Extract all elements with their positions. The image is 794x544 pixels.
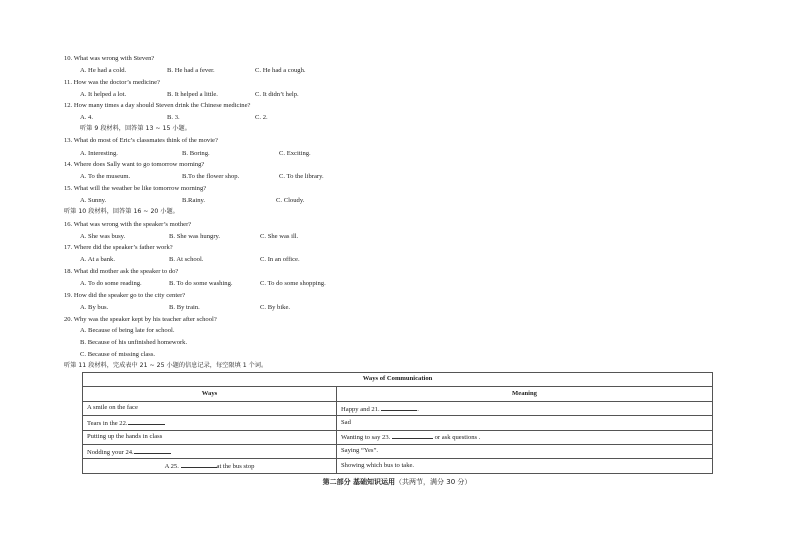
option-b: B. 3. (167, 114, 180, 121)
option-a: A. At a bank. (80, 256, 115, 263)
question-number: 12. (64, 102, 73, 109)
question-16 (64, 222, 191, 229)
section-header-10: 听第 10 段材料，回答第 16 ~ 20 小题。 (64, 208, 179, 215)
option-a: A. By bus. (80, 304, 109, 311)
option-a: A. Because of being late for school. (80, 327, 175, 334)
option-a: A. 4. (80, 114, 94, 121)
option-c: C. She was ill. (260, 233, 299, 240)
question-18 (64, 269, 178, 276)
question-text: How many times a day should Steven drink the Chinese medicine? (73, 102, 251, 109)
option-b: B. He had a fever. (167, 67, 215, 74)
way-text: Tears in the 22. (87, 420, 128, 428)
question-text: Where did the speaker’s father work? (73, 244, 173, 251)
question-number: 16. (64, 221, 73, 228)
question-number: 15. (64, 185, 73, 192)
part-two-title: 第二部分 基础知识运用 (322, 478, 396, 486)
question-text: How did the speaker go to the city center? (73, 292, 186, 299)
table-row (83, 430, 713, 444)
option-b: B. Boring. (182, 150, 210, 157)
blank-25[interactable] (181, 461, 217, 468)
question-number: 20. (64, 316, 73, 323)
ways-of-communication-table (82, 372, 713, 474)
way-cell (83, 444, 337, 458)
option-c: C. By bike. (260, 304, 291, 311)
question-20 (64, 317, 217, 324)
option-a: A. It helped a lot. (80, 91, 127, 98)
option-b: B. At school. (169, 256, 204, 263)
option-a: A. She was busy. (80, 233, 126, 240)
option-c: C. 2. (255, 114, 268, 121)
question-15 (64, 186, 206, 193)
meaning-cell (337, 430, 713, 444)
option-c: C. Cloudy. (276, 197, 305, 204)
table-row (83, 459, 713, 473)
question-11 (64, 80, 160, 87)
way-text: A 25. (164, 463, 179, 471)
table-row (83, 444, 713, 458)
option-a: A. To do some reading. (80, 280, 142, 287)
option-a: A. To the museum. (80, 173, 131, 180)
column-header-ways: Ways (83, 387, 337, 401)
way-cell (83, 459, 337, 473)
question-text: How was the doctor’s medicine? (73, 79, 160, 86)
way-cell (83, 401, 337, 415)
question-13 (64, 138, 218, 145)
way-text: A smile on the face (87, 404, 138, 412)
question-text: What did mother ask the speaker to do? (73, 268, 179, 275)
table-row (83, 416, 713, 430)
question-17 (64, 245, 173, 252)
option-a: A. Sunny. (80, 197, 107, 204)
option-a: A. Interesting. (80, 150, 118, 157)
meaning-cell (337, 416, 713, 430)
question-number: 18. (64, 268, 73, 275)
meaning-text: Showing which bus to take. (341, 461, 415, 469)
blank-23[interactable] (392, 432, 433, 439)
question-number: 11. (64, 79, 72, 86)
question-text: What do most of Eric’s classmates think of the movie? (73, 137, 218, 144)
option-b: B. Because of his unfinished homework. (80, 339, 188, 346)
part-two-heading (0, 479, 794, 486)
question-text: Where does Sally want to go tomorrow morning? (73, 161, 205, 168)
meaning-text-after: . (417, 405, 419, 413)
way-text: Nodding your 24. (87, 448, 134, 456)
question-text: What will the weather be like tomorrow morning? (73, 185, 207, 192)
option-b: B. To do some washing. (169, 280, 233, 287)
question-19 (64, 293, 185, 300)
question-14 (64, 162, 204, 169)
meaning-text: Wanting to say 23. (341, 434, 391, 442)
meaning-cell (337, 444, 713, 458)
option-c: C. He had a cough. (255, 67, 306, 74)
question-number: 14. (64, 161, 73, 168)
question-number: 13. (64, 137, 73, 144)
way-text-after: at the bus stop (216, 463, 255, 471)
way-cell (83, 416, 337, 430)
option-c: C. Because of missing class. (80, 351, 156, 358)
blank-21[interactable] (381, 404, 417, 411)
section-header-11: 听第 11 段材料，完成表中 21 ~ 25 小题的信息记录，每空限填 1 个词。 (64, 362, 268, 369)
table-header-row (83, 387, 713, 401)
part-two-note: （共两节，满分 30 分） (395, 478, 472, 486)
table-title: Ways of Communication (83, 373, 713, 387)
option-a: A. He had a cold. (80, 67, 127, 74)
option-c: C. To do some shopping. (260, 280, 326, 287)
meaning-cell (337, 459, 713, 473)
question-text: What was wrong with the speaker’s mother? (73, 221, 192, 228)
option-b: B.Rainy. (182, 197, 206, 204)
option-c: C. It didn’t help. (255, 91, 299, 98)
question-text: What was wrong with Steven? (73, 55, 155, 62)
question-12 (64, 103, 250, 110)
way-text: Putting up the hands in class (87, 432, 163, 440)
option-c: C. Exciting. (279, 150, 311, 157)
blank-24[interactable] (134, 447, 171, 454)
meaning-cell (337, 401, 713, 415)
option-c: C. To the library. (279, 173, 324, 180)
way-cell (83, 430, 337, 444)
option-b: B. She was hungry. (169, 233, 221, 240)
meaning-text: Sad (341, 418, 351, 426)
meaning-text: Saying “Yes”. (341, 447, 379, 455)
blank-22[interactable] (128, 418, 165, 425)
question-10 (64, 56, 154, 63)
option-c: C. In an office. (260, 256, 300, 263)
section-header-9: 听第 9 段材料，回答第 13 ~ 15 小题。 (80, 125, 191, 132)
meaning-text: Happy and 21. (341, 405, 380, 413)
option-b: B. By train. (169, 304, 200, 311)
question-number: 19. (64, 292, 73, 299)
meaning-text-after: or ask questions . (434, 434, 481, 442)
table-row (83, 401, 713, 415)
question-number: 17. (64, 244, 73, 251)
table-title-row (83, 373, 713, 387)
option-b: B. It helped a little. (167, 91, 218, 98)
question-text: Why was the speaker kept by his teacher after school? (73, 316, 217, 323)
question-number: 10. (64, 55, 73, 62)
option-b: B.To the flower shop. (182, 173, 240, 180)
column-header-meaning: Meaning (337, 387, 713, 401)
